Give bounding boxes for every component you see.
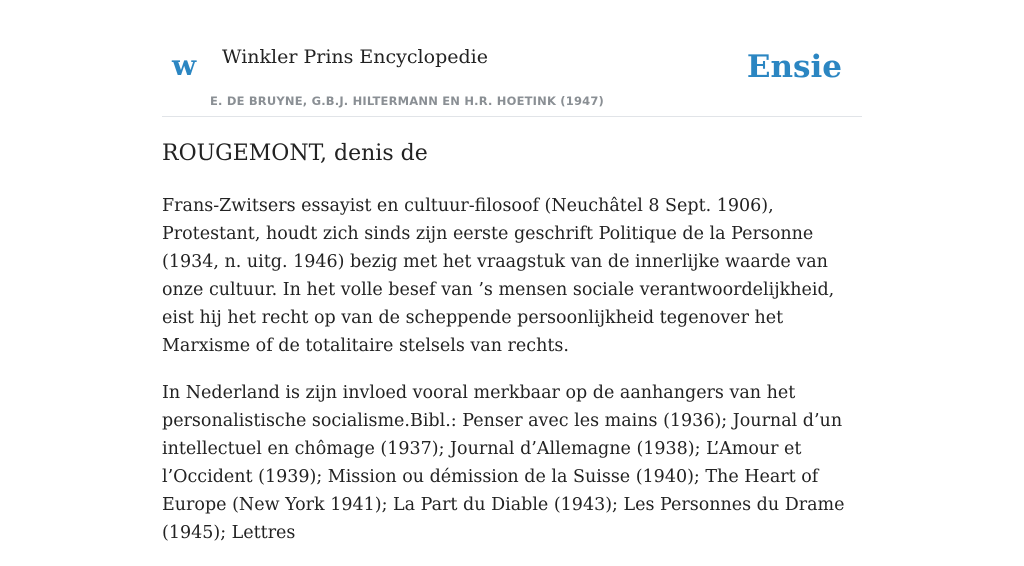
page — [162, 0, 862, 543]
publication-authors: E. DE BRUYNE, G.B.J. HILTERMANN EN H.R. HOETINK (1947) — [210, 94, 605, 108]
article-paragraph: In Nederland is zijn invloed vooral merkbaar op de aanhangers van het personalistische socialisme.Bibl.: Penser avec les mains (1936); Journal d’un intellectuel en chômage (1937); Journal d’Allemagne (1938); L’Amour et l’Occident (1939); Mission ou démission de la Suisse (1940); The Heart of Europe (New York 1941); La Part du Diable (1943); Les Personnes du Drame (1945); Lettres — [162, 383, 845, 543]
ensie-logo[interactable]: Ensie — [746, 49, 842, 85]
article-body — [162, 192, 862, 566]
publication-title[interactable]: Winkler Prins Encyclopedie — [222, 46, 488, 68]
publication-logo-icon[interactable]: w — [172, 49, 197, 82]
article-title: ROUGEMONT, denis de — [162, 141, 428, 166]
article-paragraph: Frans-Zwitsers essayist en cultuur-filosoof (Neuchâtel 8 Sept. 1906), Protestant, houdt zich sinds zijn eerste geschrift Politique de la Personne (1934, n. uitg. 1946) bezig met het vraagstuk van de innerlijke waarde van onze cultuur. In het volle besef van ’s mensen sociale verantwoordelijkheid, eist hij het recht op van de scheppende persoonlijkheid tegenover het Marxisme of de totalitaire stelsels van rechts. — [162, 196, 835, 356]
site-header — [162, 0, 862, 117]
